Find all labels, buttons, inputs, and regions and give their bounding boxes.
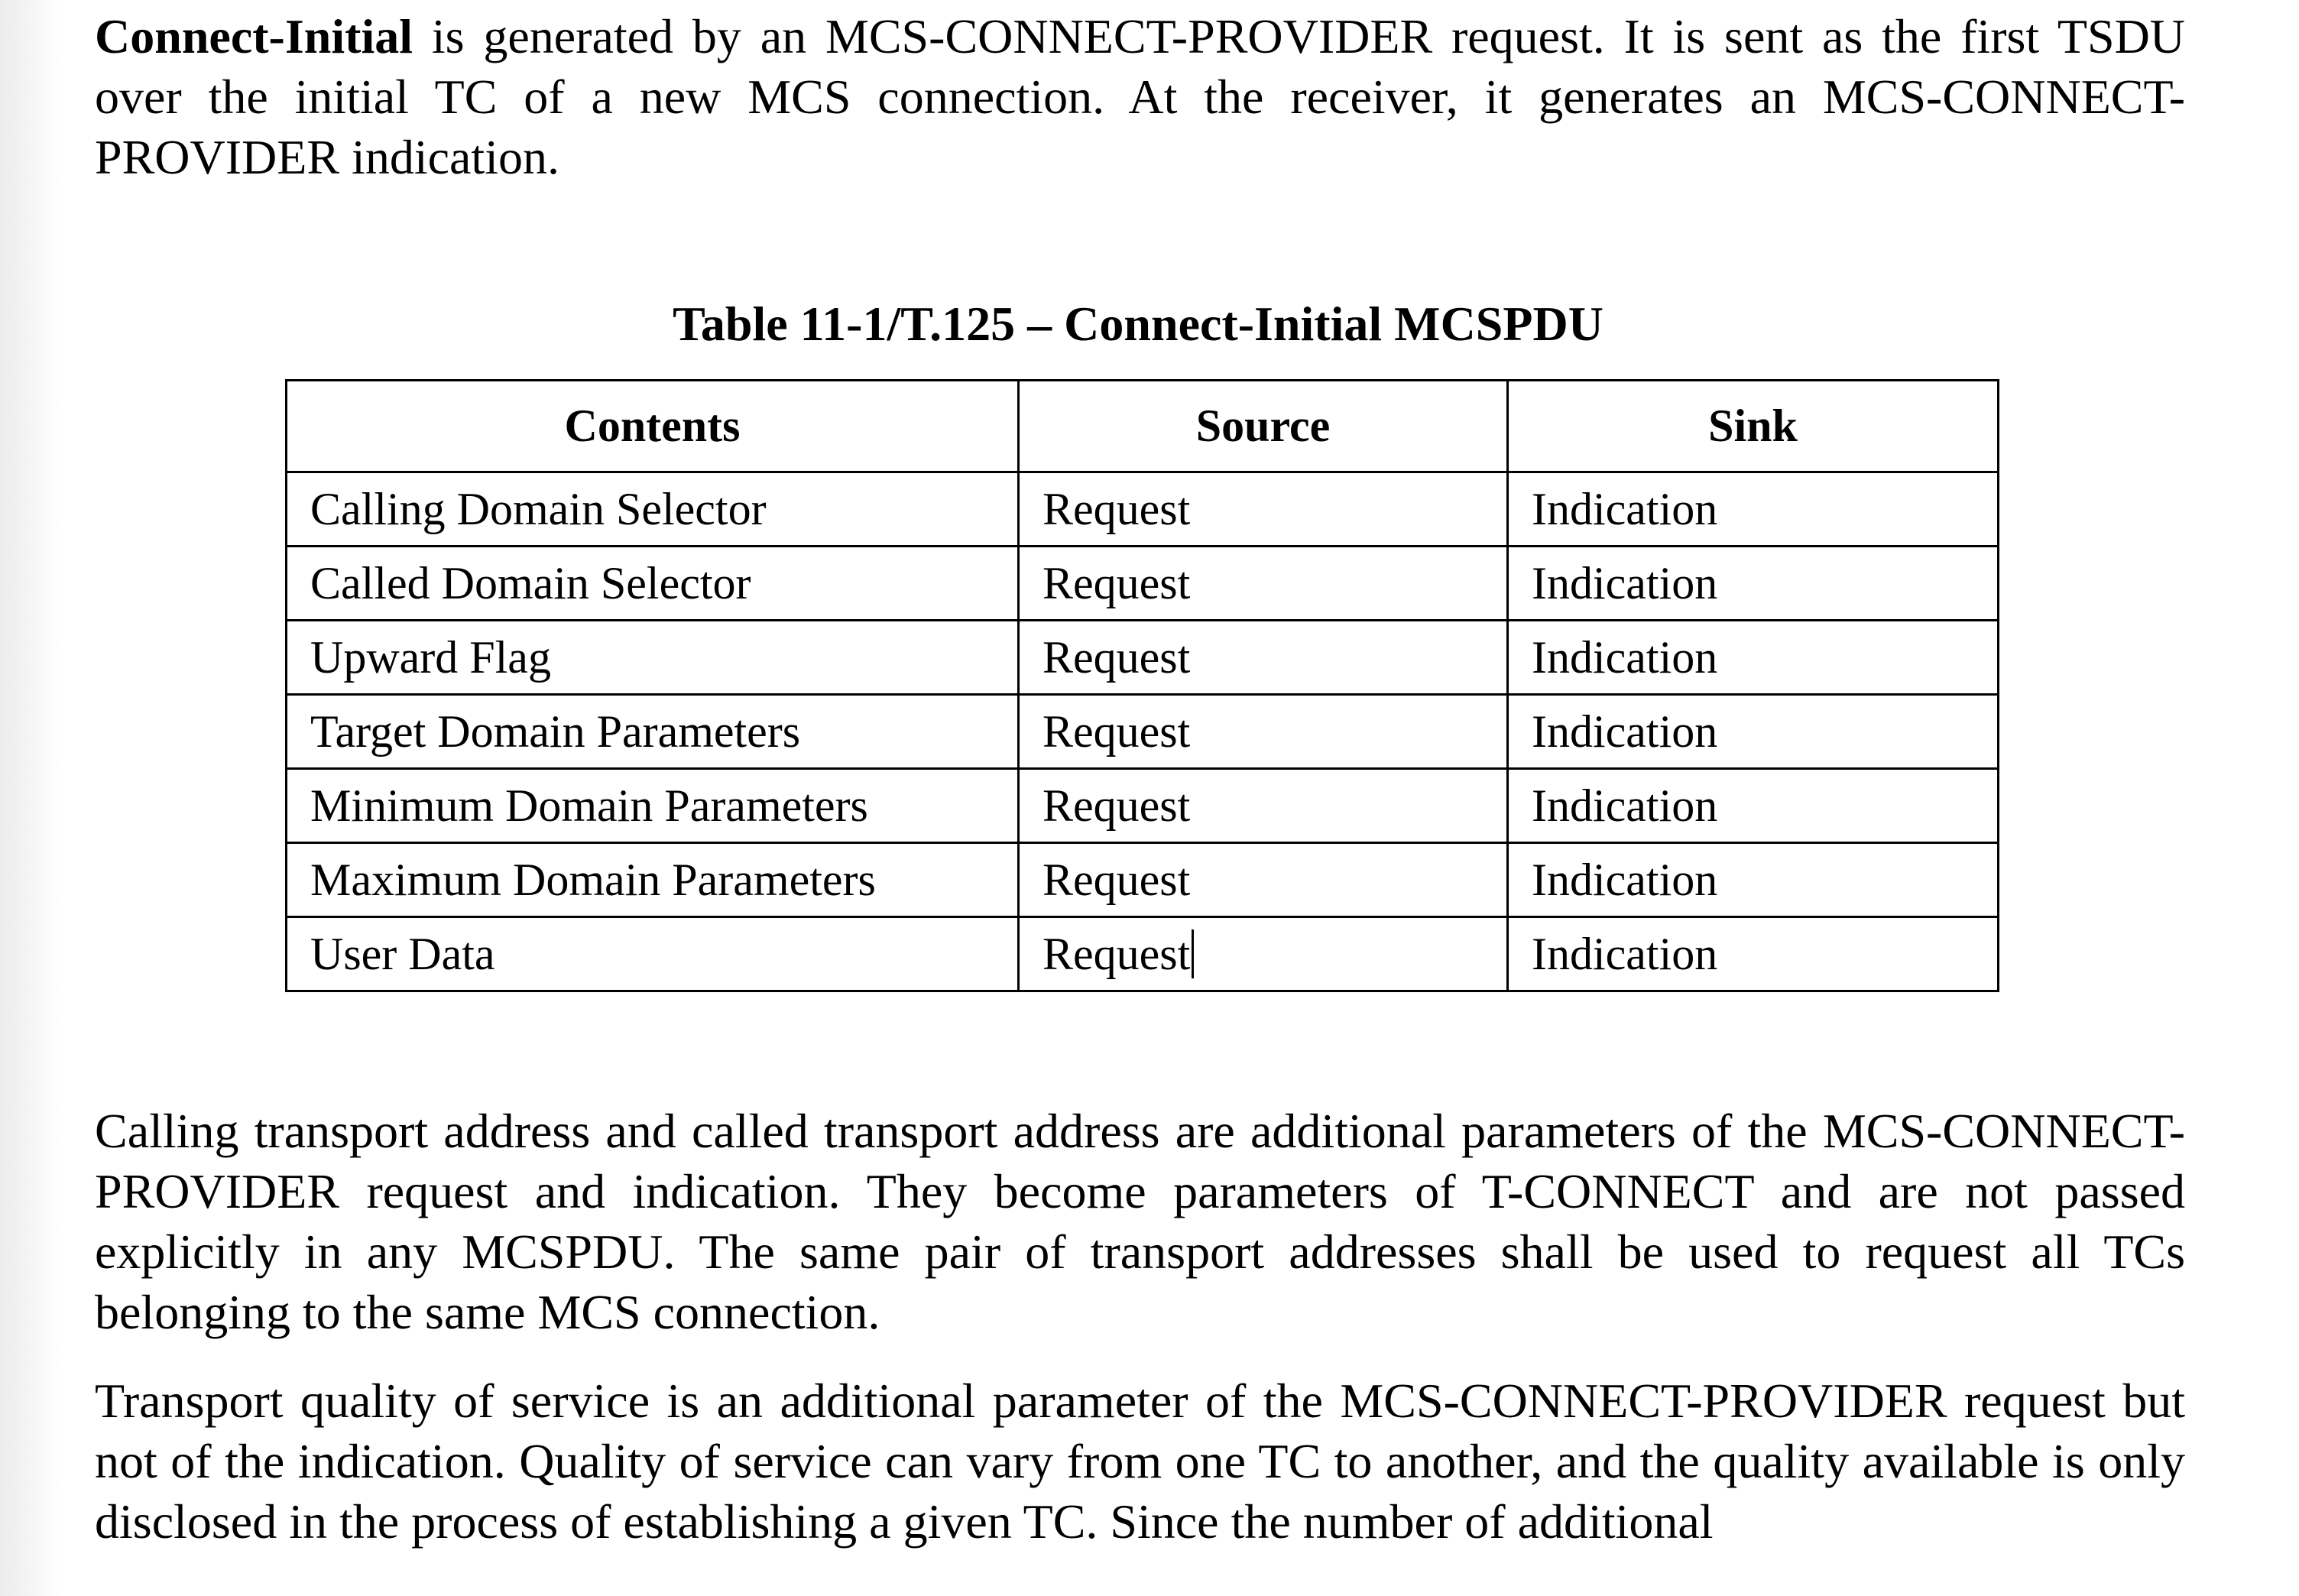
cell-contents[interactable]: Calling Domain Selector: [287, 472, 1019, 547]
header-contents: Contents: [287, 381, 1019, 472]
cell-source[interactable]: Request: [1019, 843, 1508, 917]
table-row: [287, 472, 1999, 547]
cell-contents[interactable]: Minimum Domain Parameters: [287, 769, 1019, 843]
cell-contents[interactable]: User Data: [287, 917, 1019, 991]
cell-sink[interactable]: Indication: [1508, 917, 1999, 991]
cell-source[interactable]: Request: [1019, 695, 1508, 769]
table-row: [287, 917, 1999, 991]
cell-sink[interactable]: Indication: [1508, 695, 1999, 769]
table-title-text: Table 11-1/T.125 – Connect-Initial MCSPDU: [673, 297, 1603, 351]
table-row: [287, 547, 1999, 621]
cell-sink[interactable]: Indication: [1508, 547, 1999, 621]
cell-source[interactable]: Request: [1019, 472, 1508, 547]
cell-source[interactable]: Request: [1019, 769, 1508, 843]
intro-term: Connect-Initial: [95, 9, 413, 63]
cell-sink[interactable]: Indication: [1508, 621, 1999, 695]
cell-source-text: Request: [1042, 928, 1191, 979]
cell-sink[interactable]: Indication: [1508, 472, 1999, 547]
table-row: [287, 769, 1999, 843]
intro-paragraph[interactable]: [95, 6, 2185, 187]
cell-contents[interactable]: Target Domain Parameters: [287, 695, 1019, 769]
cell-source[interactable]: Request: [1019, 547, 1508, 621]
header-source: Source: [1019, 381, 1508, 472]
table-title: [0, 294, 2299, 355]
cell-sink[interactable]: Indication: [1508, 769, 1999, 843]
table-row: [287, 695, 1999, 769]
text-cursor: [1192, 929, 1194, 978]
cell-source[interactable]: Request: [1019, 621, 1508, 695]
table-row: [287, 843, 1999, 917]
cell-sink[interactable]: Indication: [1508, 843, 1999, 917]
table-row: [287, 621, 1999, 695]
header-sink: Sink: [1508, 381, 1999, 472]
cell-contents[interactable]: Upward Flag: [287, 621, 1019, 695]
transport-address-paragraph[interactable]: Calling transport address and called transport address are additional parameters of the MCS-CONNECT-PROVIDER request and indication. They become parameters of T-CONNECT and are not passed explicitly in any MCSPDU. The same pair of transport addresses shall be used to request all TCs belonging to the same MCS connection.: [95, 1104, 2185, 1339]
connect-initial-table[interactable]: [285, 379, 1999, 992]
intro-text: is generated by an MCS-CONNECT-PROVIDER request. It is sent as the first TSDU over the initial TC of a new MCS connection. At the receiver, it generates an MCS-CONNECT-PROVIDER indication.: [95, 9, 2185, 184]
cell-contents[interactable]: Called Domain Selector: [287, 547, 1019, 621]
cell-source-editing[interactable]: [1019, 917, 1508, 991]
cell-contents[interactable]: Maximum Domain Parameters: [287, 843, 1019, 917]
quality-of-service-paragraph[interactable]: Transport quality of service is an additional parameter of the MCS-CONNECT-PROVIDER request but not of the indication. Quality of service can vary from one TC to another, and the quality available is only disclosed in the process of establishing a given TC. Since the number of additional: [95, 1374, 2185, 1549]
table-header-row: [287, 381, 1999, 472]
